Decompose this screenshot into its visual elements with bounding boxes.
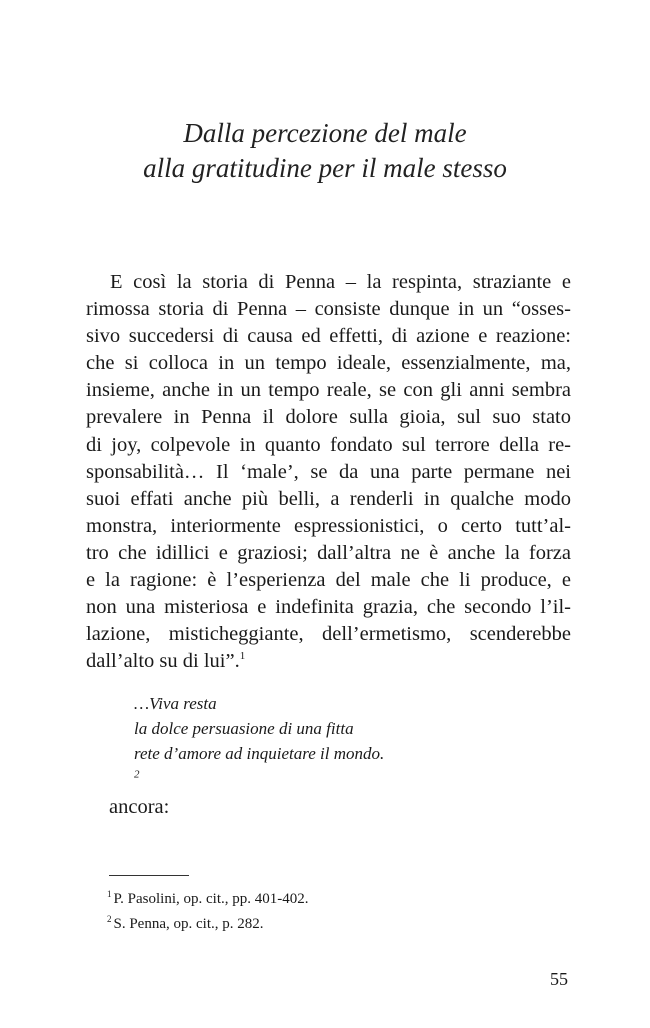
chapter-title xyxy=(0,116,650,186)
paragraph-line: lazione, misticheggiante, dell’ermetismo, scenderebbe xyxy=(86,623,571,646)
chapter-title-line-1: Dalla percezione del male xyxy=(183,118,467,148)
verse-line-3-text: rete d’amore ad inquietare il mondo. xyxy=(134,744,385,763)
verse-line-2: la dolce persuasione di una fitta xyxy=(134,719,354,738)
paragraph-line: che si colloca in un tempo ideale, essenzialmente, ma, xyxy=(86,352,571,375)
paragraph-line: insieme, anche in un tempo reale, se con gli anni sembra xyxy=(86,379,571,402)
footnote-2 xyxy=(107,912,309,937)
paragraph-line: sponsabilità… Il ‘male’, se da una parte permane nei xyxy=(86,460,571,483)
footnotes xyxy=(107,887,309,937)
footnote-ref-2[interactable]: 2 xyxy=(134,768,140,781)
paragraph-line: tro che idillici e graziosi; dall’altra ne è anche la forza xyxy=(86,541,571,564)
footnote-ref-1[interactable]: 1 xyxy=(239,650,246,663)
footnote-number: 2 xyxy=(107,914,112,924)
body-paragraph xyxy=(86,269,571,675)
paragraph-line: E così la storia di Penna – la respinta, straziante e xyxy=(110,271,571,293)
paragraph-line: prevalere in Penna il dolore sulla gioia, sul suo stato xyxy=(86,406,571,429)
chapter-title-line-2: alla gratitudine per il male stesso xyxy=(143,153,507,183)
footnote-1 xyxy=(107,887,309,912)
paragraph-line: monstra, interiormente espressionistici, o certo tutt’al- xyxy=(86,514,571,537)
paragraph-last-line xyxy=(86,648,571,675)
paragraph-line: suoi effati anche più belli, a renderli in qualche modo xyxy=(86,487,571,510)
paragraph-line: di joy, colpevole in quanto fondato sul terrore della re- xyxy=(86,433,571,456)
paragraph-line: sivo succedersi di causa ed effetti, di azione e reazione: xyxy=(86,325,571,348)
paragraph-line: e la ragione: è l’esperienza del male che li produce, e xyxy=(86,569,571,592)
paragraph-line: rimossa storia di Penna – consiste dunque in un “osses- xyxy=(86,298,571,321)
footnote-divider xyxy=(109,875,189,876)
verse-line-3 xyxy=(134,741,384,791)
verse-line-1: …Viva resta xyxy=(134,694,217,713)
continuation-text: ancora: xyxy=(109,796,170,818)
paragraph-line: non una misteriosa e indefinita grazia, che secondo l’il- xyxy=(86,596,571,619)
paragraph-last-line-text: dall’alto su di lui”. xyxy=(86,650,240,673)
verse-quote xyxy=(134,691,384,791)
footnote-text: S. Penna, op. cit., p. 282. xyxy=(113,916,264,932)
footnote-number: 1 xyxy=(107,889,112,899)
footnote-text: P. Pasolini, op. cit., pp. 401-402. xyxy=(113,891,309,907)
page-number: 55 xyxy=(550,969,568,989)
